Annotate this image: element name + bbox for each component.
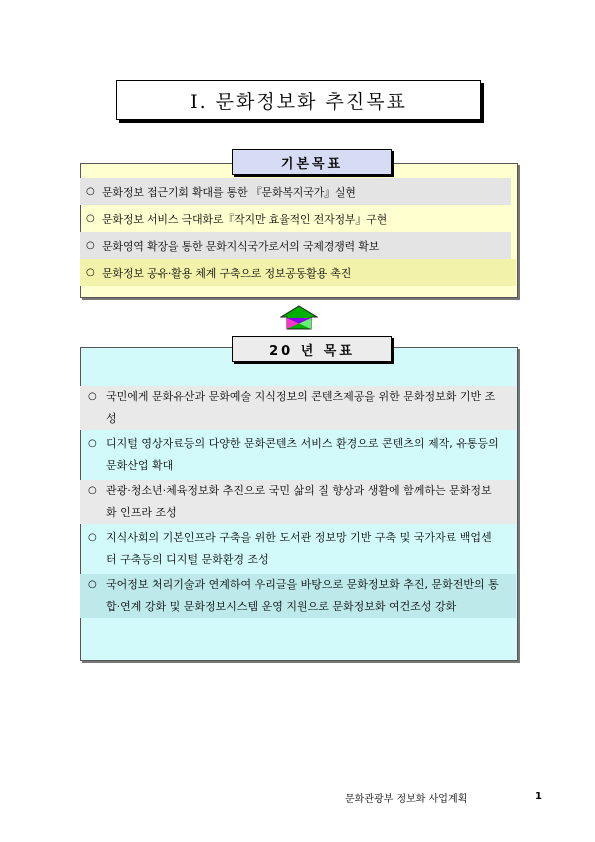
bullet-circle-icon: ○ — [86, 186, 95, 197]
list-item — [80, 386, 516, 430]
basic-goal-text: 문화영역 확장을 통한 문화지식국가로서의 국제경쟁력 확보 — [102, 239, 380, 253]
list-item — [80, 433, 516, 477]
year-goal-text: 국어정보 처리기술과 연계하여 우리글을 바탕으로 문화정보화 추진, 문화전반의 통합·연계 강화 및 문화정보시스템 운영 지원으로 문화정보화 여건조성 강화 — [106, 578, 499, 613]
bullet-circle-icon: ○ — [88, 485, 97, 496]
bullet-circle-icon: ○ — [86, 267, 95, 278]
year-goal-text: 관광·청소년·체육정보화 추진으로 국민 삶의 질 향상과 생활에 함께하는 문화정보화 인프라 조성 — [106, 484, 492, 519]
bullet-circle-icon: ○ — [88, 438, 97, 449]
basic-goal-text: 문화정보 서비스 극대화로『작지만 효율적인 전자정부』구현 — [102, 212, 388, 226]
up-arrow-icon — [280, 305, 318, 330]
bullet-circle-icon: ○ — [86, 240, 95, 251]
list-item — [80, 178, 511, 205]
list-item — [80, 259, 516, 286]
bullet-circle-icon: ○ — [88, 532, 97, 543]
list-item — [80, 574, 516, 618]
list-item — [80, 527, 516, 571]
footer-org: 문화관광부 정보화 사업계획 — [345, 794, 468, 805]
section-title: Ⅰ. 문화정보화 추진목표 — [116, 80, 481, 120]
year-goal-text: 디지털 영상자료등의 다양한 문화콘텐츠 서비스 환경으로 콘텐츠의 제작, 유통등의 문화산업 확대 — [106, 437, 499, 472]
page-number: 1 — [535, 791, 542, 802]
year-goals-label: 20 년 목표 — [232, 336, 392, 362]
list-item — [80, 205, 516, 232]
bullet-circle-icon: ○ — [88, 391, 97, 402]
year-goal-text: 국민에게 문화유산과 문화예술 지식정보의 콘텐츠제공을 위한 문화정보화 기반 조성 — [106, 390, 496, 425]
list-item — [80, 480, 516, 524]
bullet-circle-icon: ○ — [88, 579, 97, 590]
list-item — [80, 232, 511, 259]
basic-goal-text: 문화정보 접근기회 확대를 통한 『문화복지국가』실현 — [102, 185, 356, 199]
basic-goal-text: 문화정보 공유·활용 체계 구축으로 정보공동활용 촉진 — [102, 266, 352, 280]
basic-goals-list — [80, 178, 516, 286]
year-goals-list — [80, 386, 516, 618]
year-goal-text: 지식사회의 기본인프라 구축을 위한 도서관 정보망 기반 구축 및 국가자료 백업센터 구축등의 디지털 문화환경 조성 — [106, 531, 492, 566]
bullet-circle-icon: ○ — [86, 213, 95, 224]
basic-goals-label: 기본목표 — [232, 149, 392, 175]
